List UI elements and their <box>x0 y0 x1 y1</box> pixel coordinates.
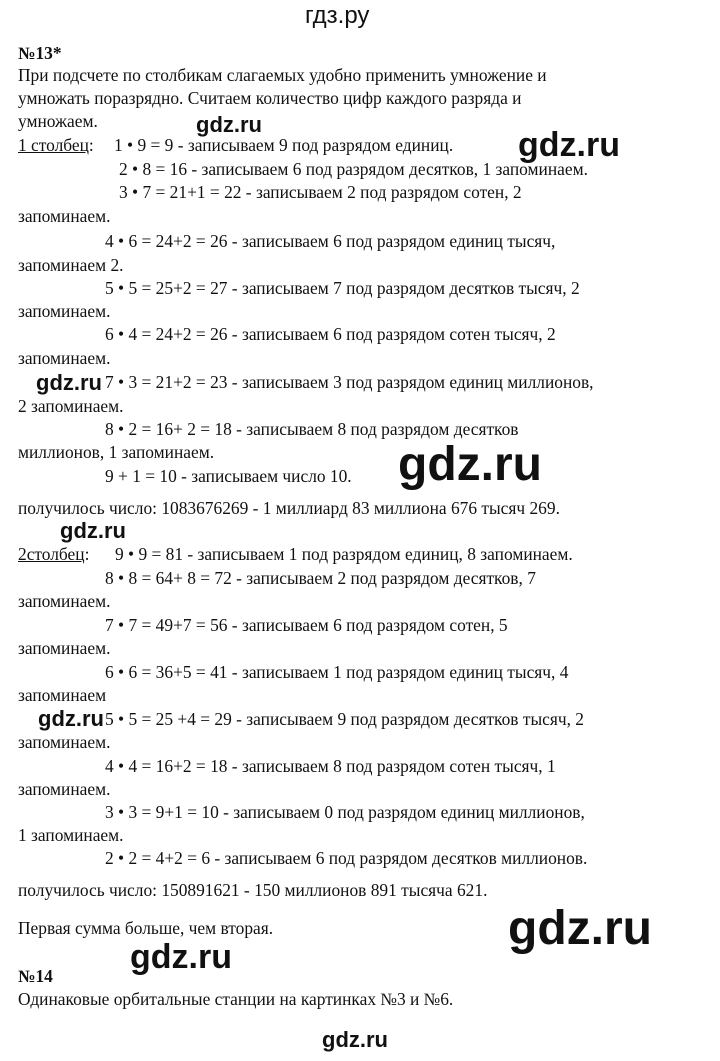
task-13-intro-line: умножаем. <box>18 111 98 131</box>
watermark: gdz.ru <box>38 706 104 731</box>
col1-step: 3 • 7 = 21+1 = 22 - записываем 2 под разрядом сотен, 2 <box>119 182 522 202</box>
task-14-text: Одинаковые орбитальные станции на картинках №3 и №6. <box>18 989 454 1009</box>
col2-step: запоминаем <box>18 685 107 705</box>
watermark: gdz.ru <box>36 370 102 395</box>
col1-label-sep: : <box>88 135 94 155</box>
col1-result: получилось число: 1083676269 - 1 миллиард 83 миллиона 676 тысяч 269. <box>18 498 560 518</box>
col2-step: 3 • 3 = 9+1 = 10 - записываем 0 под разрядом единиц миллионов, <box>105 802 585 822</box>
col1-step: 2 • 8 = 16 - записываем 6 под разрядом десятков, 1 запоминаем. <box>119 159 588 179</box>
col2-step: 6 • 6 = 36+5 = 41 - записываем 1 под разрядом единиц тысяч, 4 <box>105 662 569 682</box>
col1-step: миллионов, 1 запоминаем. <box>18 442 215 462</box>
col1-step: 2 запоминаем. <box>18 396 124 416</box>
col2-step: 2 • 2 = 4+2 = 6 - записываем 6 под разрядом десятков миллионов. <box>105 848 588 868</box>
watermark: gdz.ru <box>60 518 126 543</box>
col2-label: 2столбец <box>18 544 85 564</box>
col2-step: 7 • 7 = 49+7 = 56 - записываем 6 под разрядом сотен, 5 <box>105 615 508 635</box>
col1-step: запоминаем. <box>18 206 111 226</box>
task-13-conclusion: Первая сумма больше, чем вторая. <box>18 918 274 938</box>
col2-step: запоминаем. <box>18 638 111 658</box>
col1-step: 7 • 3 = 21+2 = 23 - записываем 3 под разрядом единиц миллионов, <box>105 372 594 392</box>
watermark: gdz.ru <box>130 938 232 976</box>
watermark: gdz.ru <box>196 112 262 137</box>
col2-label-sep: : <box>84 544 90 564</box>
watermark: gdz.ru <box>398 438 542 491</box>
col1-label: 1 столбец <box>18 135 89 155</box>
col1-step: запоминаем. <box>18 348 111 368</box>
watermark: gdz.ru <box>508 902 652 955</box>
watermark: gdz.ru <box>322 1027 388 1052</box>
task-13-number: №13* <box>18 43 62 63</box>
task-13-intro-line: умножать поразрядно. Считаем количество цифр каждого разряда и <box>18 88 522 108</box>
col1-step: 4 • 6 = 24+2 = 26 - записываем 6 под разрядом единиц тысяч, <box>105 231 556 251</box>
col2-step: 5 • 5 = 25 +4 = 29 - записываем 9 под разрядом десятков тысяч, 2 <box>105 709 585 729</box>
col1-step: запоминаем 2. <box>18 255 124 275</box>
col1-step: запоминаем. <box>18 301 111 321</box>
task-14-number: №14 <box>18 966 53 986</box>
site-header: гдз.ру <box>305 2 370 29</box>
task-13-intro-line: При подсчете по столбикам слагаемых удобно применить умножение и <box>18 65 547 85</box>
col2-step: 8 • 8 = 64+ 8 = 72 - записываем 2 под разрядом десятков, 7 <box>105 568 536 588</box>
col1-step: 8 • 2 = 16+ 2 = 18 - записываем 8 под разрядом десятков <box>105 419 519 439</box>
col2-step: 4 • 4 = 16+2 = 18 - записываем 8 под разрядом сотен тысяч, 1 <box>105 756 556 776</box>
col2-result: получилось число: 150891621 - 150 миллионов 891 тысяча 621. <box>18 880 488 900</box>
col1-step: 9 + 1 = 10 - записываем число 10. <box>105 466 352 486</box>
col2-heading <box>18 543 89 565</box>
col2-step: запоминаем. <box>18 732 111 752</box>
col1-step: 6 • 4 = 24+2 = 26 - записываем 6 под разрядом сотен тысяч, 2 <box>105 324 556 344</box>
col2-step: запоминаем. <box>18 779 111 799</box>
col1-step: 5 • 5 = 25+2 = 27 - записываем 7 под разрядом десятков тысяч, 2 <box>105 278 580 298</box>
col2-step: запоминаем. <box>18 591 111 611</box>
col2-step: 9 • 9 = 81 - записываем 1 под разрядом единиц, 8 запоминаем. <box>115 544 573 564</box>
watermark: gdz.ru <box>518 126 620 164</box>
col2-step: 1 запоминаем. <box>18 825 124 845</box>
col1-heading <box>18 134 94 156</box>
col1-step: 1 • 9 = 9 - записываем 9 под разрядом единиц. <box>114 135 454 155</box>
